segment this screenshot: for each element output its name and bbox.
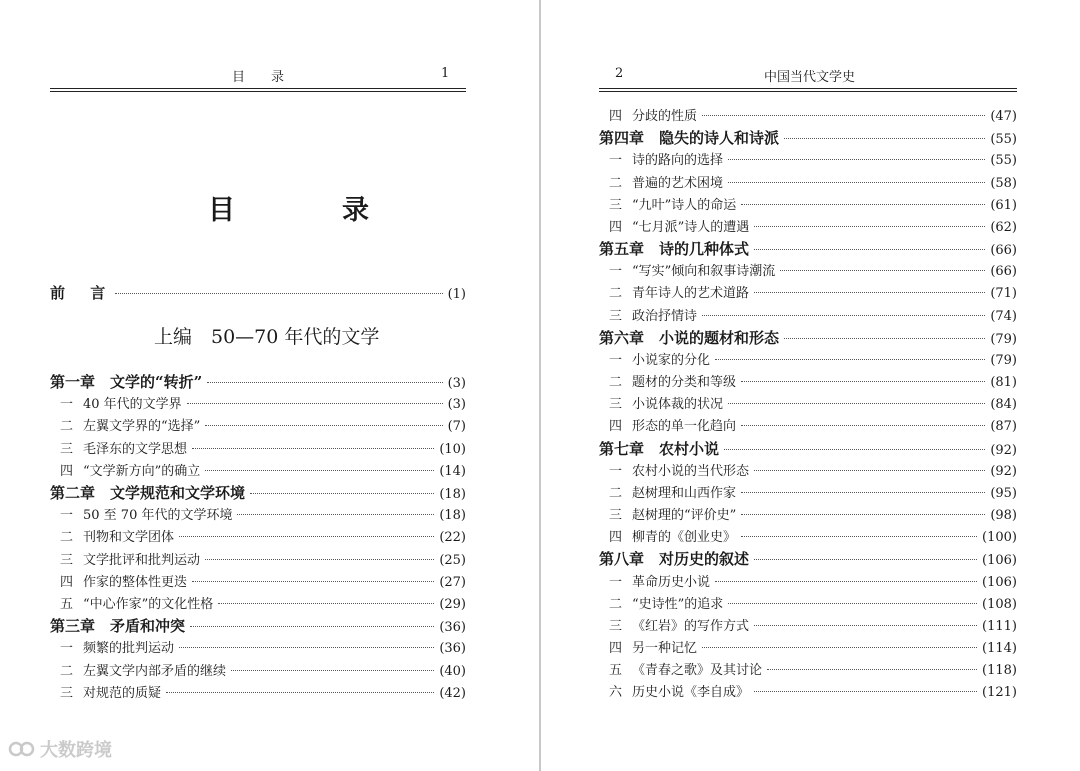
dot-leader	[741, 381, 985, 382]
section-title: 40 年代的文学界	[83, 397, 182, 413]
dot-leader	[702, 315, 985, 316]
chapter-title: 农村小说	[659, 439, 720, 458]
dot-leader	[741, 536, 977, 537]
watermark-text: 大数跨境	[40, 740, 112, 761]
dot-leader	[205, 470, 434, 471]
toc-section-row[interactable]	[50, 415, 466, 434]
toc-section-row[interactable]	[599, 526, 1017, 545]
toc-section-row[interactable]	[50, 660, 466, 679]
page-reference: (66)	[990, 264, 1017, 280]
section-number: 三	[608, 397, 622, 413]
page-reference: (55)	[990, 153, 1017, 169]
page-reference: (95)	[990, 485, 1017, 501]
page-reference: (114)	[982, 641, 1017, 657]
toc-section-row[interactable]	[50, 549, 466, 568]
dot-leader	[702, 647, 977, 648]
section-title: 革命历史小说	[632, 574, 711, 590]
page-reference: (92)	[990, 442, 1017, 458]
section-title: 青年诗人的艺术道路	[632, 286, 750, 302]
page-reference: (58)	[990, 175, 1017, 191]
section-title: 作家的整体性更迭	[83, 574, 188, 590]
chapter-number: 第八章	[599, 550, 645, 569]
section-title: 历史小说《李自成》	[632, 685, 750, 701]
section-title: 政治抒情诗	[632, 308, 698, 324]
dot-leader	[237, 514, 434, 515]
toc-chapter-row[interactable]	[50, 482, 466, 503]
toc-section-row[interactable]	[50, 526, 466, 545]
toc-section-row[interactable]	[599, 149, 1017, 168]
section-title: 赵树理的“评价史”	[632, 508, 737, 524]
section-number: 五	[608, 663, 622, 679]
dot-leader	[205, 559, 434, 560]
page-reference: (108)	[982, 596, 1017, 612]
section-title: 普遍的艺术困境	[632, 175, 724, 191]
section-title: “中心作家”的文化性格	[83, 597, 214, 612]
section-title: 文学批评和批判运动	[83, 552, 201, 568]
toc-section-row[interactable]	[599, 659, 1017, 678]
dot-leader	[741, 204, 985, 205]
toc-section-row[interactable]	[599, 415, 1017, 434]
toc-section-row[interactable]	[599, 681, 1017, 700]
section-number: 三	[59, 552, 73, 568]
dot-leader	[724, 449, 985, 450]
toc-section-row[interactable]	[599, 105, 1017, 124]
section-title: 《青春之歌》及其讨论	[632, 663, 763, 679]
dot-leader	[187, 403, 443, 404]
section-number: 一	[59, 641, 73, 657]
section-title: “写实”倾向和叙事诗潮流	[632, 264, 776, 280]
section-number: 四	[59, 574, 73, 590]
watermark	[8, 736, 112, 762]
chapter-title: 小说的题材和形态	[659, 328, 780, 347]
toc-preface-row[interactable]	[50, 282, 466, 303]
toc-section-row[interactable]	[599, 172, 1017, 191]
dot-leader	[231, 670, 434, 671]
dot-leader	[728, 403, 985, 404]
section-title: 农村小说的当代形态	[632, 463, 750, 479]
section-title: 《红岩》的写作方式	[632, 618, 750, 634]
section-number: 二	[59, 663, 73, 679]
chapter-number: 第六章	[599, 328, 645, 347]
section-title: 50 至 70 年代的文学环境	[83, 508, 233, 524]
page-reference: (100)	[982, 530, 1017, 546]
chapter-title: 矛盾和冲突	[110, 617, 186, 636]
section-title: “九叶”诗人的命运	[632, 197, 737, 213]
section-number: 四	[59, 463, 73, 479]
dot-leader	[715, 581, 977, 582]
page-reference: (18)	[439, 508, 466, 524]
chapter-number: 第二章	[50, 484, 96, 502]
section-number: 三	[608, 197, 622, 213]
toc-section-row[interactable]	[599, 637, 1017, 656]
page-reference: (27)	[439, 574, 466, 590]
toc-section-row[interactable]	[599, 260, 1017, 279]
dot-leader	[192, 581, 434, 582]
toc-chapter-row[interactable]	[50, 615, 466, 636]
dot-leader	[754, 470, 985, 471]
chapter-number: 第七章	[599, 439, 645, 458]
page-reference: (14)	[439, 463, 466, 479]
logo-mark-icon	[8, 739, 36, 759]
page-reference: (40)	[439, 663, 466, 679]
toc-section-row[interactable]	[599, 593, 1017, 612]
toc-section-row[interactable]	[599, 615, 1017, 634]
running-header-page-number: 1	[441, 66, 450, 81]
page-reference: (106)	[982, 574, 1017, 590]
section-number: 二	[608, 485, 622, 501]
section-number: 四	[608, 219, 622, 235]
section-title: 赵树理和山西作家	[632, 485, 737, 501]
chapter-number: 第三章	[50, 617, 96, 636]
page-reference: (42)	[439, 685, 466, 701]
section-title: “史诗性”的追求	[632, 596, 724, 612]
section-title: 刊物和文学团体	[83, 530, 175, 546]
dot-leader	[728, 182, 985, 183]
section-number: 二	[59, 530, 73, 546]
toc-chapter-row[interactable]	[599, 127, 1017, 148]
page-reference: (36)	[439, 620, 466, 636]
toc-section-row[interactable]	[50, 393, 466, 412]
page-reference: (84)	[990, 397, 1017, 413]
section-title: 左翼文学界的“选择”	[83, 419, 201, 435]
section-number: 六	[608, 685, 622, 701]
section-number: 五	[59, 597, 73, 612]
section-title: 频繁的批判运动	[83, 641, 175, 657]
dot-leader	[115, 293, 443, 294]
section-number: 三	[59, 685, 73, 701]
page-reference: (74)	[990, 308, 1017, 324]
toc-chapter-row[interactable]	[599, 238, 1017, 259]
dot-leader	[741, 514, 985, 515]
toc-section-row[interactable]	[599, 282, 1017, 301]
section-title: 另一种记忆	[632, 641, 698, 657]
chapter-title: 隐失的诗人和诗派	[659, 129, 780, 148]
dot-leader	[190, 626, 434, 627]
dot-leader	[754, 559, 977, 560]
part-title: 上编 50—70 年代的文学	[154, 326, 380, 348]
section-number: 二	[608, 175, 622, 191]
dot-leader	[250, 493, 434, 494]
page-reference: (29)	[439, 597, 466, 612]
page-reference: (7)	[447, 419, 466, 435]
toc-section-row[interactable]	[599, 349, 1017, 368]
chapter-number: 第一章	[50, 373, 96, 391]
toc-section-row[interactable]	[50, 438, 466, 457]
dot-leader	[754, 226, 985, 227]
section-title: 柳青的《创业史》	[632, 530, 737, 546]
dot-leader	[715, 359, 985, 360]
page-reference: (92)	[990, 463, 1017, 479]
header-rule-thin	[599, 91, 1017, 92]
section-title: 小说家的分化	[632, 352, 711, 368]
toc-section-row[interactable]	[599, 216, 1017, 235]
section-number: 二	[59, 419, 73, 435]
dot-leader	[741, 425, 985, 426]
section-title: 分歧的性质	[632, 109, 698, 124]
chapter-title: 对历史的叙述	[659, 550, 750, 569]
section-title: 毛泽东的文学思想	[83, 441, 188, 457]
dot-leader	[728, 603, 977, 604]
chapter-title: 诗的几种体式	[659, 240, 750, 259]
page-reference: (111)	[982, 618, 1017, 634]
dot-leader	[754, 691, 977, 692]
page-reference: (87)	[990, 419, 1017, 435]
toc-section-row[interactable]	[599, 571, 1017, 590]
section-number: 三	[608, 618, 622, 634]
toc-section-row[interactable]	[599, 393, 1017, 412]
page-reference: (22)	[439, 530, 466, 546]
dot-leader	[218, 603, 434, 604]
page-reference: (79)	[990, 352, 1017, 368]
page-reference: (118)	[982, 663, 1017, 679]
section-number: 一	[59, 397, 73, 413]
running-header-title: 中国当代文学史	[764, 70, 856, 85]
toc-section-row[interactable]	[50, 504, 466, 523]
left-page	[0, 0, 539, 771]
toc-section-row[interactable]	[50, 460, 466, 479]
section-number: 四	[608, 641, 622, 657]
section-number: 一	[608, 574, 622, 590]
dot-leader	[767, 669, 977, 670]
dot-leader	[205, 425, 442, 426]
preface-page: (1)	[447, 287, 466, 302]
dot-leader	[741, 492, 985, 493]
dot-leader	[754, 292, 985, 293]
page-reference: (3)	[447, 397, 466, 413]
section-title: 诗的路向的选择	[632, 153, 724, 169]
toc-section-row[interactable]	[599, 194, 1017, 213]
right-page	[541, 0, 1080, 771]
dot-leader	[754, 249, 985, 250]
toc-chapter-row[interactable]	[599, 327, 1017, 348]
section-number: 四	[608, 419, 622, 435]
preface-label: 前 言	[50, 284, 116, 302]
toc-section-row[interactable]	[50, 637, 466, 656]
section-number: 一	[59, 508, 73, 524]
dot-leader	[179, 536, 434, 537]
chapter-number: 第四章	[599, 129, 645, 148]
page-reference: (98)	[990, 508, 1017, 524]
toc-chapter-row[interactable]	[599, 438, 1017, 459]
dot-leader	[166, 692, 434, 693]
toc-chapter-row[interactable]	[599, 548, 1017, 569]
section-number: 一	[608, 264, 622, 280]
toc-section-row[interactable]	[50, 682, 466, 701]
page-reference: (10)	[439, 441, 466, 457]
section-number: 一	[608, 352, 622, 368]
dot-leader	[754, 625, 977, 626]
section-number: 三	[59, 441, 73, 457]
page-reference: (18)	[439, 487, 466, 502]
dot-leader	[784, 138, 985, 139]
section-title: “七月派”诗人的遭遇	[632, 219, 750, 235]
page-reference: (3)	[447, 376, 466, 391]
section-number: 三	[608, 308, 622, 324]
dot-leader	[728, 159, 985, 160]
chapter-title: 文学规范和文学环境	[110, 484, 246, 502]
section-number: 一	[608, 153, 622, 169]
page-reference: (79)	[990, 331, 1017, 347]
dot-leader	[784, 338, 985, 339]
toc-section-row[interactable]	[599, 371, 1017, 390]
header-rule-thin	[50, 91, 466, 92]
header-rule	[50, 88, 466, 89]
toc-section-row[interactable]	[50, 593, 466, 612]
page-reference: (81)	[990, 375, 1017, 391]
page-reference: (71)	[990, 286, 1017, 302]
dot-leader	[780, 270, 985, 271]
chapter-number: 第五章	[599, 240, 645, 259]
running-header-page-number: 2	[615, 66, 624, 81]
section-number: 四	[608, 530, 622, 546]
page-reference: (25)	[439, 552, 466, 568]
section-title: “文学新方向”的确立	[83, 463, 201, 479]
section-number: 二	[608, 286, 622, 302]
page-reference: (61)	[990, 197, 1017, 213]
section-title: 题材的分类和等级	[632, 375, 737, 391]
page-reference: (55)	[990, 132, 1017, 148]
chapter-title: 文学的“转折”	[110, 373, 203, 391]
section-title: 小说体裁的状况	[632, 397, 724, 413]
section-number: 四	[608, 109, 622, 124]
toc-section-row[interactable]	[50, 571, 466, 590]
section-title: 左翼文学内部矛盾的继续	[83, 663, 227, 679]
dot-leader	[192, 448, 434, 449]
toc-section-row[interactable]	[599, 482, 1017, 501]
toc-title: 目 录	[208, 195, 409, 226]
page-reference: (62)	[990, 219, 1017, 235]
toc-section-row[interactable]	[599, 460, 1017, 479]
page-reference: (121)	[982, 685, 1017, 701]
running-header-title: 目 录	[232, 70, 285, 85]
toc-chapter-row[interactable]	[50, 371, 466, 392]
page-reference: (106)	[982, 553, 1017, 569]
dot-leader	[207, 382, 442, 383]
header-rule	[599, 88, 1017, 89]
toc-section-row[interactable]	[599, 305, 1017, 324]
section-number: 二	[608, 375, 622, 391]
page-reference: (36)	[439, 641, 466, 657]
toc-section-row[interactable]	[599, 504, 1017, 523]
section-number: 三	[608, 508, 622, 524]
page-reference: (66)	[990, 243, 1017, 259]
section-title: 对规范的质疑	[83, 685, 162, 701]
dot-leader	[179, 647, 434, 648]
page-reference: (47)	[990, 109, 1017, 124]
section-number: 二	[608, 596, 622, 612]
dot-leader	[702, 115, 985, 116]
section-number: 一	[608, 463, 622, 479]
section-title: 形态的单一化趋向	[632, 419, 737, 435]
